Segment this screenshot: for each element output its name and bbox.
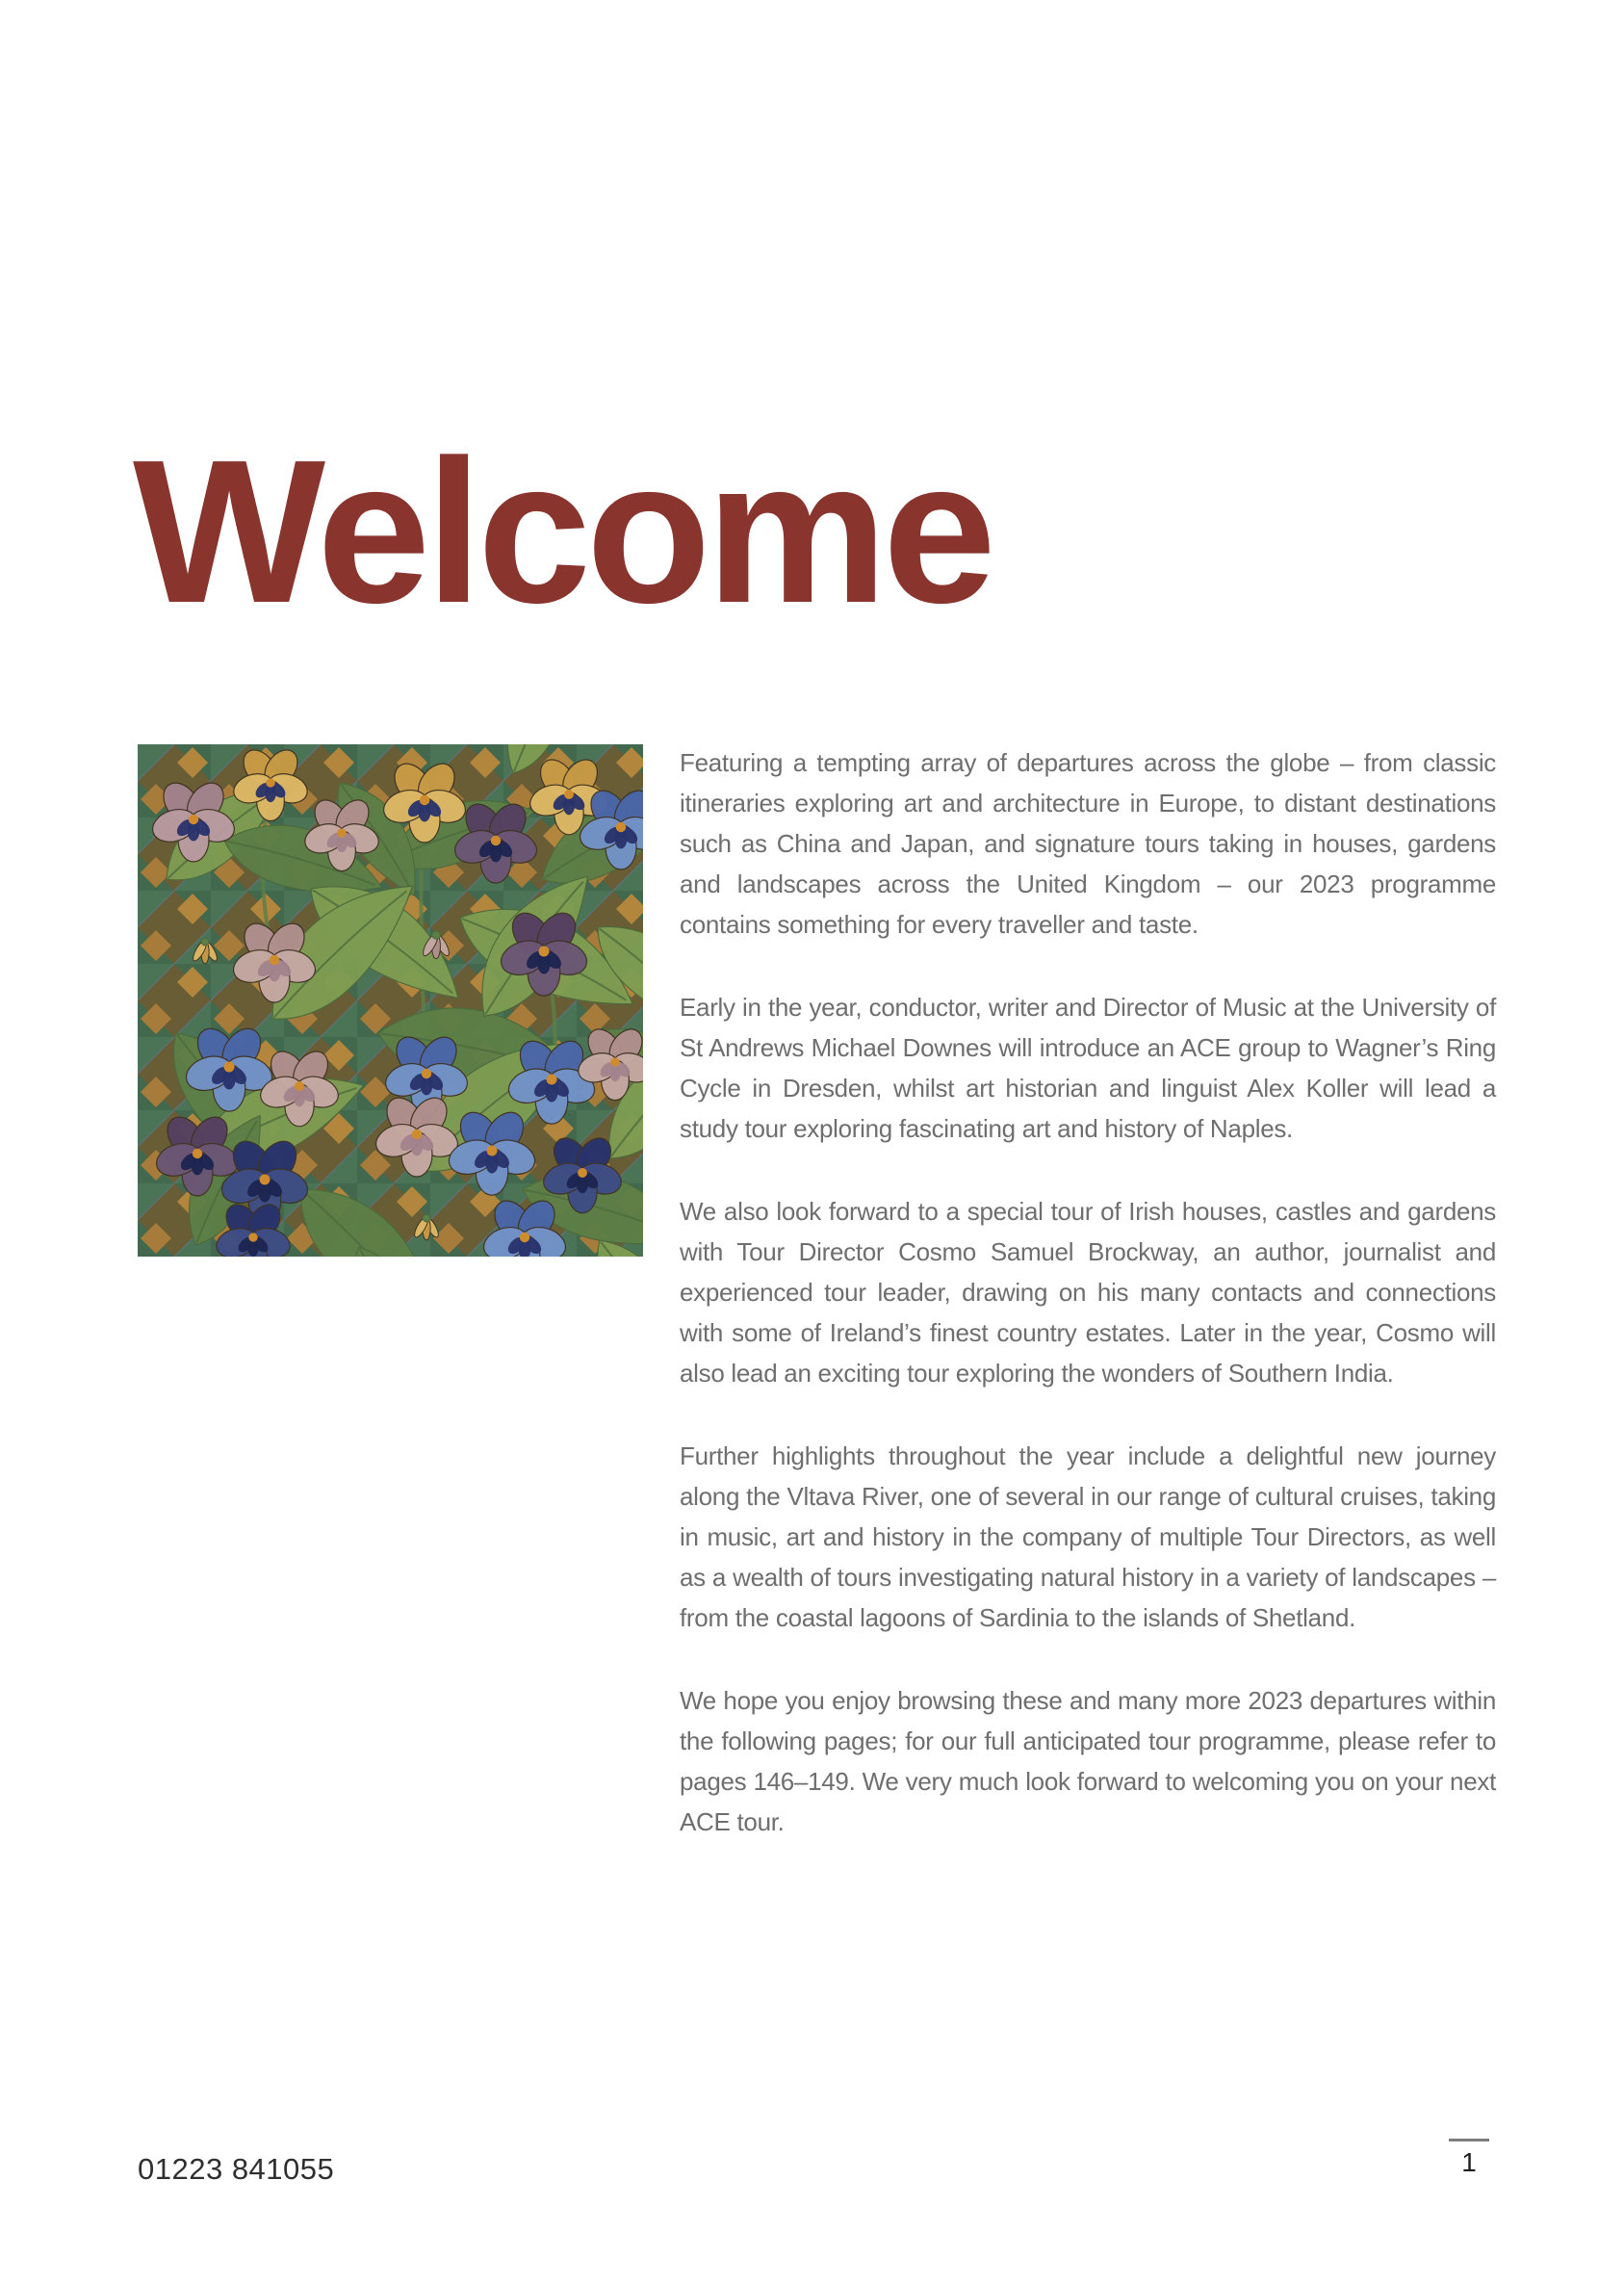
intro-paragraph-1: Featuring a tempting array of departures across the globe – from classic itineraries exploring art and architecture in Europe, to distant destinations such as China and Japan, and signature tours taking in houses, gardens and landscapes across the United Kingdom – our 2023 programme contains something for every traveller and taste. xyxy=(680,748,1496,939)
page-number: 1 xyxy=(1461,2147,1477,2177)
intro-paragraph-5: We hope you enjoy browsing these and many more 2023 departures within the following pages; for our full anticipated tour programme, please refer to pages 146–149. We very much look forward to welcoming you on your next ACE tour. xyxy=(680,1686,1496,1836)
page-title: Welcome xyxy=(133,417,992,645)
intro-text xyxy=(680,742,1496,1842)
intro-paragraph-4: Further highlights throughout the year include a delightful new journey along the Vltava River, one of several in our range of cultural cruises, taking in music, art and history in the company of multiple Tour Directors, as well as a wealth of tours investigating natural history in a variety of landscapes – from the coastal lagoons of Sardinia to the islands of Shetland. xyxy=(680,1441,1496,1632)
page-number-marker xyxy=(1449,2139,1489,2176)
footer-phone: 01223 841055 xyxy=(138,2152,335,2186)
pansy-wallpaper-image xyxy=(138,744,643,1257)
page-number-rule xyxy=(1449,2139,1489,2141)
pansy-wallpaper-svg xyxy=(138,744,643,1257)
intro-paragraph-3: We also look forward to a special tour of Irish houses, castles and gardens with Tour Director Cosmo Samuel Brockway, an author, journalist and experienced tour leader, drawing on his many contacts and connections with some of Ireland’s finest country estates. Later in the year, Cosmo will also lead an exciting tour exploring the wonders of Southern India. xyxy=(680,1197,1496,1388)
intro-paragraph-2: Early in the year, conductor, writer and Director of Music at the University of St Andrews Michael Downes will introduce an ACE group to Wagner’s Ring Cycle in Dresden, whilst art historian and linguist Alex Koller will lead a study tour exploring fascinating art and history of Naples. xyxy=(680,993,1496,1143)
